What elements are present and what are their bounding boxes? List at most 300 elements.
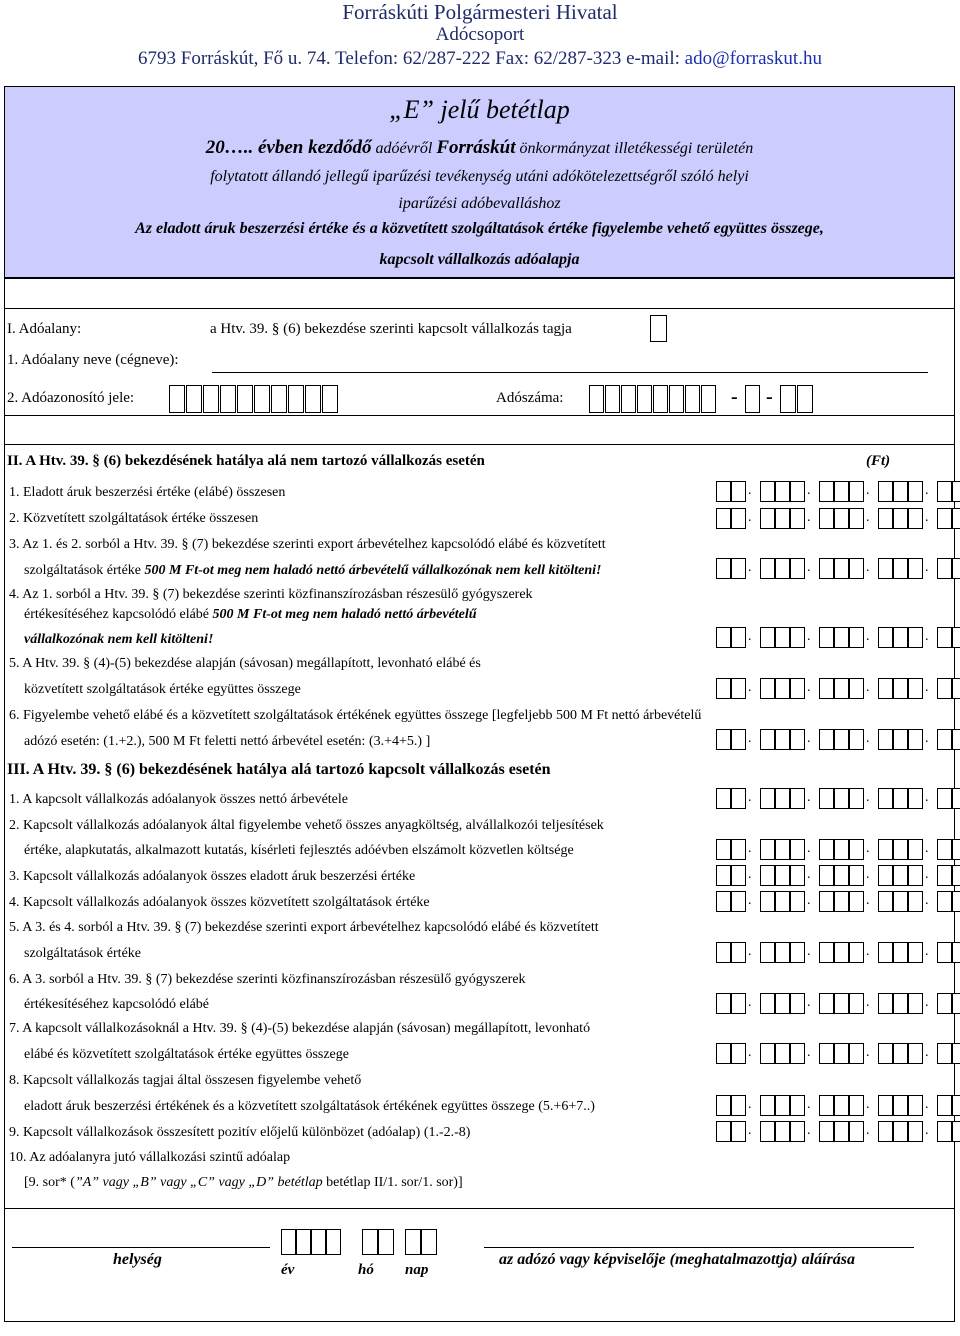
- amount-digit-box[interactable]: [952, 839, 960, 860]
- amount-digit-box[interactable]: [893, 481, 908, 502]
- amount-digit-box[interactable]: [952, 729, 960, 750]
- amount-digit-box[interactable]: [790, 508, 805, 529]
- amount-digit-box[interactable]: [937, 481, 952, 502]
- amount-digit-box[interactable]: [834, 508, 849, 529]
- amount-digit-box[interactable]: [760, 942, 775, 963]
- day-label: nap: [405, 1262, 429, 1278]
- amount-digit-box[interactable]: [908, 1095, 923, 1116]
- amount-digit-box[interactable]: [878, 1121, 893, 1142]
- amount-digit-box[interactable]: [790, 627, 805, 648]
- year-digit-box[interactable]: [311, 1229, 326, 1255]
- amount-digit-box[interactable]: [952, 627, 960, 648]
- amount-digit-box[interactable]: [893, 678, 908, 699]
- digit-separator: .: [866, 995, 870, 1010]
- amount-digit-box[interactable]: [716, 1121, 731, 1142]
- amount-digit-box[interactable]: [731, 942, 746, 963]
- digit-separator: .: [925, 944, 929, 959]
- digit-separator: .: [748, 995, 752, 1010]
- amount-digit-box[interactable]: [878, 481, 893, 502]
- amount-digit-box[interactable]: [790, 865, 805, 886]
- amount-digit-box[interactable]: [952, 1121, 960, 1142]
- s3-row8-text: eladott áruk beszerzési értékének és a közvetített szolgáltatások értékének együttes összege (5.+6+7..): [24, 1099, 595, 1114]
- amount-digit-box[interactable]: [731, 891, 746, 912]
- amount-digit-box[interactable]: [908, 865, 923, 886]
- amount-digit-box[interactable]: [878, 891, 893, 912]
- s2-row4-text: értékesítéséhez kapcsolódó elábé 500 M Ft-ot meg nem haladó nettó árbevételű: [24, 607, 477, 622]
- year-digit-box[interactable]: [326, 1229, 341, 1255]
- amount-digit-box[interactable]: [716, 865, 731, 886]
- amount-digit-box[interactable]: [849, 788, 864, 809]
- amount-digit-box[interactable]: [790, 942, 805, 963]
- digit-separator: .: [866, 944, 870, 959]
- amount-digit-box[interactable]: [775, 1043, 790, 1064]
- amount-digit-box[interactable]: [731, 788, 746, 809]
- amount-digit-box[interactable]: [878, 993, 893, 1014]
- digit-separator: .: [925, 1123, 929, 1138]
- amount-digit-box[interactable]: [760, 1043, 775, 1064]
- digit-separator: .: [807, 560, 811, 575]
- amount-digit-box[interactable]: [908, 1043, 923, 1064]
- taxno-digit-box[interactable]: [653, 385, 668, 413]
- amount-digit-box[interactable]: [834, 1043, 849, 1064]
- amount-digit-box[interactable]: [731, 865, 746, 886]
- amount-digit-box[interactable]: [790, 729, 805, 750]
- amount-digit-box[interactable]: [775, 788, 790, 809]
- amount-digit-box[interactable]: [908, 942, 923, 963]
- currency-label: (Ft): [866, 453, 891, 469]
- amount-digit-box[interactable]: [878, 839, 893, 860]
- amount-digit-box[interactable]: [937, 1095, 952, 1116]
- amount-digit-box[interactable]: [937, 1043, 952, 1064]
- taxid-digit-box[interactable]: [220, 385, 236, 413]
- digit-separator: .: [866, 867, 870, 882]
- amount-digit-box[interactable]: [819, 481, 834, 502]
- digit-separator: .: [807, 995, 811, 1010]
- signature-label: az adózó vagy képviselője (meghatalmazottja) aláírása: [499, 1251, 855, 1268]
- s3-row3-text: 3. Kapcsolt vállalkozás adóalanyok összes eladott áruk beszerzési értéke: [9, 869, 416, 884]
- amount-digit-box[interactable]: [937, 1121, 952, 1142]
- amount-digit-box[interactable]: [952, 1043, 960, 1064]
- day-digit-box[interactable]: [405, 1229, 421, 1255]
- amount-digit-box[interactable]: [952, 788, 960, 809]
- amount-digit-box[interactable]: [716, 627, 731, 648]
- amount-digit-box[interactable]: [716, 558, 731, 579]
- digit-separator: .: [807, 1045, 811, 1060]
- taxno-digit-box[interactable]: [669, 385, 684, 413]
- amount-digit-box[interactable]: [937, 729, 952, 750]
- amount-digit-box[interactable]: [716, 678, 731, 699]
- month-digit-box[interactable]: [378, 1229, 394, 1255]
- amount-digit-box[interactable]: [819, 942, 834, 963]
- amount-digit-box[interactable]: [893, 891, 908, 912]
- amount-digit-box[interactable]: [775, 1121, 790, 1142]
- name-label: 1. Adóalany neve (cégneve):: [7, 352, 179, 368]
- office-address: [0, 48, 960, 70]
- amount-digit-box[interactable]: [760, 558, 775, 579]
- amount-digit-box[interactable]: [760, 481, 775, 502]
- taxid-digit-box[interactable]: [322, 385, 338, 413]
- amount-digit-box[interactable]: [878, 788, 893, 809]
- amount-digit-box[interactable]: [908, 508, 923, 529]
- amount-digit-box[interactable]: [893, 788, 908, 809]
- amount-digit-box[interactable]: [878, 1095, 893, 1116]
- amount-digit-box[interactable]: [760, 788, 775, 809]
- taxid-digit-box[interactable]: [254, 385, 270, 413]
- amount-digit-box[interactable]: [731, 839, 746, 860]
- amount-digit-box[interactable]: [893, 1121, 908, 1142]
- digit-separator: .: [807, 841, 811, 856]
- amount-digit-box[interactable]: [952, 1095, 960, 1116]
- amount-digit-box[interactable]: [878, 678, 893, 699]
- title-line-3: iparűzési adóbevalláshoz: [398, 195, 561, 212]
- amount-digit-box[interactable]: [908, 891, 923, 912]
- digit-separator: .: [925, 1045, 929, 1060]
- amount-digit-box[interactable]: [760, 508, 775, 529]
- amount-digit-box[interactable]: [834, 558, 849, 579]
- taxno-digit-box[interactable]: [780, 385, 796, 413]
- amount-digit-box[interactable]: [849, 508, 864, 529]
- amount-digit-box[interactable]: [952, 865, 960, 886]
- digit-separator: .: [748, 1045, 752, 1060]
- digit-separator: .: [807, 893, 811, 908]
- amount-digit-box[interactable]: [834, 1095, 849, 1116]
- digit-separator: .: [807, 680, 811, 695]
- amount-digit-box[interactable]: [760, 1121, 775, 1142]
- digit-separator: .: [925, 560, 929, 575]
- taxid-digit-box[interactable]: [169, 385, 185, 413]
- amount-digit-box[interactable]: [716, 942, 731, 963]
- amount-digit-box[interactable]: [849, 993, 864, 1014]
- amount-digit-box[interactable]: [775, 558, 790, 579]
- amount-digit-box[interactable]: [790, 993, 805, 1014]
- amount-digit-box[interactable]: [819, 627, 834, 648]
- amount-digit-box[interactable]: [937, 678, 952, 699]
- amount-digit-box[interactable]: [937, 865, 952, 886]
- amount-digit-box[interactable]: [790, 558, 805, 579]
- amount-digit-box[interactable]: [790, 1043, 805, 1064]
- amount-digit-box[interactable]: [819, 1121, 834, 1142]
- amount-digit-box[interactable]: [760, 865, 775, 886]
- amount-digit-box[interactable]: [893, 627, 908, 648]
- taxno-digit-box[interactable]: [797, 385, 813, 413]
- digit-separator: .: [866, 893, 870, 908]
- amount-digit-box[interactable]: [731, 1121, 746, 1142]
- amount-digit-box[interactable]: [834, 865, 849, 886]
- place-label: helység: [113, 1251, 162, 1268]
- amount-digit-box[interactable]: [834, 993, 849, 1014]
- taxno-digit-box[interactable]: [605, 385, 620, 413]
- amount-digit-box[interactable]: [937, 508, 952, 529]
- digit-separator: .: [748, 790, 752, 805]
- digit-separator: .: [807, 731, 811, 746]
- digit-separator: .: [866, 1097, 870, 1112]
- amount-digit-box[interactable]: [716, 481, 731, 502]
- amount-digit-box[interactable]: [878, 627, 893, 648]
- signature-line[interactable]: [484, 1247, 914, 1248]
- amount-digit-box[interactable]: [834, 839, 849, 860]
- amount-digit-box[interactable]: [790, 481, 805, 502]
- s2-row5-text: 5. A Htv. 39. § (4)-(5) bekezdése alapján (sávosan) megállapított, levonható elábé és: [9, 656, 481, 671]
- amount-digit-box[interactable]: [775, 678, 790, 699]
- taxid-label: 2. Adóazonosító jele:: [7, 390, 135, 406]
- amount-digit-box[interactable]: [819, 1095, 834, 1116]
- taxno-digit-box[interactable]: [745, 385, 760, 413]
- amount-digit-box[interactable]: [849, 865, 864, 886]
- amount-digit-box[interactable]: [731, 993, 746, 1014]
- amount-digit-box[interactable]: [775, 993, 790, 1014]
- digit-separator: .: [866, 510, 870, 525]
- amount-digit-box[interactable]: [775, 865, 790, 886]
- amount-digit-box[interactable]: [731, 508, 746, 529]
- amount-digit-box[interactable]: [849, 481, 864, 502]
- amount-digit-box[interactable]: [819, 508, 834, 529]
- month-digit-box[interactable]: [362, 1229, 378, 1255]
- amount-digit-box[interactable]: [760, 729, 775, 750]
- s3-row10-text: 10. Az adóalanyra jutó vállalkozási szintű adóalap: [9, 1150, 291, 1165]
- amount-digit-box[interactable]: [716, 891, 731, 912]
- member-checkbox[interactable]: [650, 315, 667, 342]
- amount-digit-box[interactable]: [952, 993, 960, 1014]
- amount-digit-box[interactable]: [878, 865, 893, 886]
- divider: [4, 308, 955, 309]
- amount-digit-box[interactable]: [834, 1121, 849, 1142]
- amount-digit-box[interactable]: [716, 993, 731, 1014]
- year-digit-box[interactable]: [281, 1229, 296, 1255]
- amount-digit-box[interactable]: [775, 729, 790, 750]
- amount-digit-box[interactable]: [937, 942, 952, 963]
- amount-digit-box[interactable]: [937, 993, 952, 1014]
- section1-label: I. Adóalany:: [7, 321, 82, 337]
- amount-digit-box[interactable]: [893, 508, 908, 529]
- amount-digit-box[interactable]: [908, 839, 923, 860]
- taxid-digit-box[interactable]: [288, 385, 304, 413]
- digit-separator: .: [866, 841, 870, 856]
- digit-separator: .: [925, 790, 929, 805]
- amount-digit-box[interactable]: [760, 678, 775, 699]
- taxid-digit-box[interactable]: [237, 385, 253, 413]
- amount-digit-box[interactable]: [952, 942, 960, 963]
- taxid-digit-box[interactable]: [203, 385, 219, 413]
- amount-digit-box[interactable]: [819, 678, 834, 699]
- amount-digit-box[interactable]: [908, 729, 923, 750]
- amount-digit-box[interactable]: [775, 891, 790, 912]
- s3-row2-text: értéke, alapkutatás, alkalmazott kutatás, kísérleti fejlesztés adóévben elszámolt közvetlen költsége: [24, 843, 574, 858]
- amount-digit-box[interactable]: [878, 508, 893, 529]
- amount-digit-box[interactable]: [834, 481, 849, 502]
- amount-digit-box[interactable]: [952, 891, 960, 912]
- section3-title: III. A Htv. 39. § (6) bekezdésének hatálya alá tartozó kapcsolt vállalkozás esetén: [7, 761, 551, 778]
- amount-digit-box[interactable]: [849, 1043, 864, 1064]
- amount-digit-box[interactable]: [834, 891, 849, 912]
- amount-digit-box[interactable]: [849, 942, 864, 963]
- amount-digit-box[interactable]: [731, 558, 746, 579]
- digit-separator: .: [748, 680, 752, 695]
- section2-title: II. A Htv. 39. § (6) bekezdésének hatálya alá nem tartozó vállalkozás esetén: [7, 453, 485, 469]
- amount-digit-box[interactable]: [952, 678, 960, 699]
- amount-digit-box[interactable]: [731, 678, 746, 699]
- amount-digit-box[interactable]: [849, 627, 864, 648]
- amount-digit-box[interactable]: [937, 558, 952, 579]
- amount-digit-box[interactable]: [819, 839, 834, 860]
- amount-digit-box[interactable]: [893, 1043, 908, 1064]
- digit-separator: .: [866, 680, 870, 695]
- amount-digit-box[interactable]: [908, 993, 923, 1014]
- s3-row6-text: értékesítéséhez kapcsolódó elábé: [24, 997, 210, 1012]
- s2-row3-text: szolgáltatások értéke 500 M Ft-ot meg nem haladó nettó árbevételű vállalkozónak nem kell kitölteni!: [24, 563, 602, 578]
- digit-separator: .: [807, 483, 811, 498]
- amount-digit-box[interactable]: [790, 788, 805, 809]
- amount-digit-box[interactable]: [834, 678, 849, 699]
- s3-row1-text: 1. A kapcsolt vállalkozás adóalanyok összes nettó árbevétele: [9, 792, 349, 807]
- amount-digit-box[interactable]: [849, 678, 864, 699]
- amount-digit-box[interactable]: [937, 627, 952, 648]
- amount-digit-box[interactable]: [790, 839, 805, 860]
- amount-digit-box[interactable]: [731, 1095, 746, 1116]
- amount-digit-box[interactable]: [952, 508, 960, 529]
- title-line-4: Az eladott áruk beszerzési értéke és a közvetített szolgáltatások értéke figyelembe vehető együttes összege,: [135, 220, 824, 237]
- amount-digit-box[interactable]: [834, 942, 849, 963]
- s2-row1-text: 1. Eladott áruk beszerzési értéke (elábé) összesen: [9, 485, 286, 500]
- amount-digit-box[interactable]: [908, 1121, 923, 1142]
- digit-separator: .: [748, 893, 752, 908]
- amount-digit-box[interactable]: [908, 627, 923, 648]
- amount-digit-box[interactable]: [878, 729, 893, 750]
- digit-separator: .: [748, 1097, 752, 1112]
- amount-digit-box[interactable]: [849, 729, 864, 750]
- amount-digit-box[interactable]: [834, 627, 849, 648]
- taxno-digit-box[interactable]: [637, 385, 652, 413]
- taxid-digit-box[interactable]: [186, 385, 202, 413]
- amount-digit-box[interactable]: [819, 1043, 834, 1064]
- digit-separator: .: [748, 510, 752, 525]
- amount-digit-box[interactable]: [760, 891, 775, 912]
- digit-separator: .: [748, 867, 752, 882]
- amount-digit-box[interactable]: [937, 891, 952, 912]
- amount-digit-box[interactable]: [716, 729, 731, 750]
- amount-digit-box[interactable]: [819, 865, 834, 886]
- amount-digit-box[interactable]: [849, 1121, 864, 1142]
- digit-separator: .: [925, 629, 929, 644]
- office-group: Adócsoport: [435, 24, 525, 45]
- amount-digit-box[interactable]: [878, 942, 893, 963]
- amount-digit-box[interactable]: [716, 788, 731, 809]
- amount-digit-box[interactable]: [819, 891, 834, 912]
- s3-row7-text: 7. A kapcsolt vállalkozásoknál a Htv. 39. § (4)-(5) bekezdése alapján (sávosan) megállapított, levonható: [9, 1021, 591, 1036]
- taxid-digit-box[interactable]: [271, 385, 287, 413]
- amount-digit-box[interactable]: [716, 1095, 731, 1116]
- taxno-label: Adószáma:: [496, 390, 564, 406]
- amount-digit-box[interactable]: [819, 729, 834, 750]
- email-link[interactable]: ado@forraskut.hu: [684, 48, 822, 69]
- taxno-digit-box[interactable]: [621, 385, 636, 413]
- s2-row3-text: 3. Az 1. és 2. sorból a Htv. 39. § (7) bekezdése szerinti export árbevételhez kapcsolódó elábé és közvetített: [9, 537, 606, 552]
- day-digit-box[interactable]: [421, 1229, 437, 1255]
- amount-digit-box[interactable]: [731, 729, 746, 750]
- amount-digit-box[interactable]: [775, 942, 790, 963]
- month-label: hó: [358, 1262, 374, 1278]
- title-year-line: 20….. évben kezdődő adóévről Forráskút önkormányzat illetékességi területén: [205, 137, 754, 158]
- amount-digit-box[interactable]: [760, 839, 775, 860]
- amount-digit-box[interactable]: [893, 558, 908, 579]
- amount-digit-box[interactable]: [760, 993, 775, 1014]
- year-label: év: [281, 1262, 295, 1278]
- amount-digit-box[interactable]: [775, 508, 790, 529]
- amount-digit-box[interactable]: [893, 993, 908, 1014]
- name-field[interactable]: [212, 372, 928, 373]
- amount-digit-box[interactable]: [760, 1095, 775, 1116]
- amount-digit-box[interactable]: [834, 788, 849, 809]
- amount-digit-box[interactable]: [878, 1043, 893, 1064]
- amount-digit-box[interactable]: [893, 839, 908, 860]
- amount-digit-box[interactable]: [731, 627, 746, 648]
- amount-digit-box[interactable]: [893, 729, 908, 750]
- amount-digit-box[interactable]: [834, 729, 849, 750]
- s3-row8-text: 8. Kapcsolt vállalkozás tagjai által összesen figyelembe vehető: [9, 1073, 362, 1088]
- amount-digit-box[interactable]: [819, 788, 834, 809]
- amount-digit-box[interactable]: [937, 839, 952, 860]
- amount-digit-box[interactable]: [731, 1043, 746, 1064]
- amount-digit-box[interactable]: [952, 481, 960, 502]
- digit-separator: .: [807, 944, 811, 959]
- amount-digit-box[interactable]: [937, 788, 952, 809]
- amount-digit-box[interactable]: [775, 1095, 790, 1116]
- taxno-digit-box[interactable]: [685, 385, 700, 413]
- amount-digit-box[interactable]: [716, 1043, 731, 1064]
- amount-digit-box[interactable]: [908, 481, 923, 502]
- amount-digit-box[interactable]: [893, 865, 908, 886]
- taxno-digit-box[interactable]: [589, 385, 604, 413]
- amount-digit-box[interactable]: [849, 558, 864, 579]
- amount-digit-box[interactable]: [908, 788, 923, 809]
- amount-digit-box[interactable]: [790, 891, 805, 912]
- amount-digit-box[interactable]: [952, 558, 960, 579]
- year-prefix[interactable]: 20…..: [205, 137, 254, 158]
- taxid-digit-box[interactable]: [305, 385, 321, 413]
- digit-separator: .: [866, 1045, 870, 1060]
- amount-digit-box[interactable]: [908, 678, 923, 699]
- amount-digit-box[interactable]: [790, 678, 805, 699]
- amount-digit-box[interactable]: [775, 481, 790, 502]
- amount-digit-box[interactable]: [731, 481, 746, 502]
- amount-digit-box[interactable]: [908, 558, 923, 579]
- amount-digit-box[interactable]: [819, 993, 834, 1014]
- year-digit-box[interactable]: [296, 1229, 311, 1255]
- amount-digit-box[interactable]: [849, 1095, 864, 1116]
- amount-digit-box[interactable]: [849, 891, 864, 912]
- digit-separator: .: [807, 867, 811, 882]
- s3-row2-text: 2. Kapcsolt vállalkozás adóalanyok által figyelembe vehető összes anyagköltség, alvállalkozói teljesítések: [9, 818, 604, 833]
- amount-digit-box[interactable]: [775, 839, 790, 860]
- amount-digit-box[interactable]: [716, 839, 731, 860]
- digit-separator: .: [866, 1123, 870, 1138]
- amount-digit-box[interactable]: [849, 839, 864, 860]
- amount-digit-box[interactable]: [760, 627, 775, 648]
- amount-digit-box[interactable]: [893, 942, 908, 963]
- amount-digit-box[interactable]: [878, 558, 893, 579]
- s3-row10-text: [9. sor* (”A” vagy „B” vagy „C” vagy „D” betétlap betétlap II/1. sor/1. sor)]: [24, 1175, 463, 1190]
- digit-separator: .: [748, 483, 752, 498]
- amount-digit-box[interactable]: [819, 558, 834, 579]
- s2-row6-text: 6. Figyelembe vehető elábé és a közvetített szolgáltatások értékének együttes összege [legfeljebb 500 M Ft nettó árbevételű: [9, 708, 702, 723]
- amount-digit-box[interactable]: [790, 1121, 805, 1142]
- taxno-digit-box[interactable]: [701, 385, 716, 413]
- amount-digit-box[interactable]: [790, 1095, 805, 1116]
- place-line[interactable]: [12, 1247, 270, 1248]
- amount-digit-box[interactable]: [775, 627, 790, 648]
- amount-digit-box[interactable]: [716, 508, 731, 529]
- amount-digit-box[interactable]: [893, 1095, 908, 1116]
- digit-separator: .: [807, 1123, 811, 1138]
